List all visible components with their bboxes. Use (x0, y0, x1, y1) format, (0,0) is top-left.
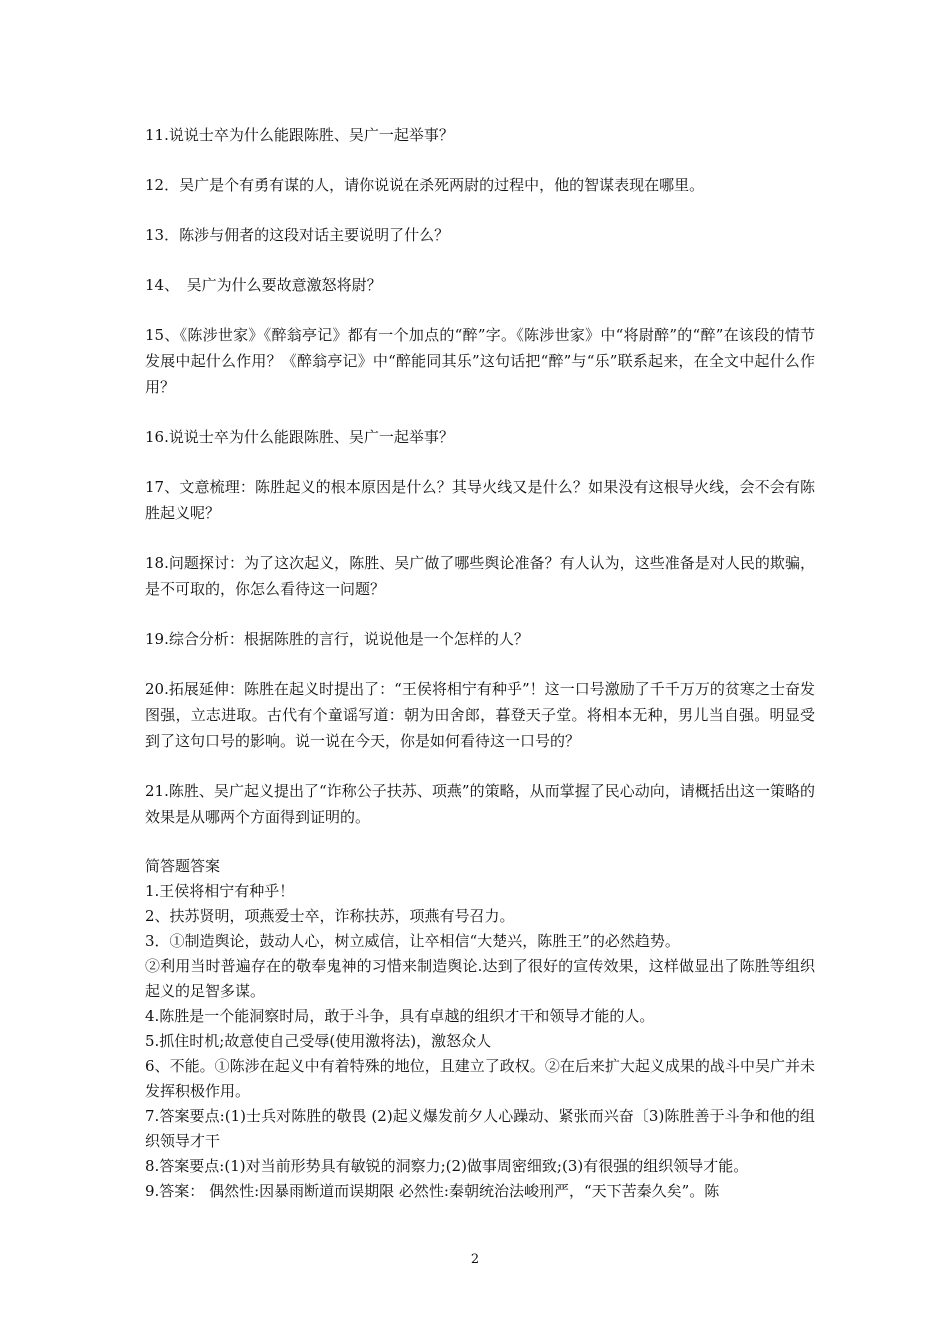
question-13: 13．陈涉与佣者的这段对话主要说明了什么？ (145, 226, 450, 244)
question-21: 21.陈胜、吴广起义提出了“诈称公子扶苏、项燕”的策略，从而掌握了民心动向，请概括出这一策略的效果是从哪两个方面得到证明的。 (145, 782, 815, 826)
answer-7: 7.答案要点:(1)士兵对陈胜的敬畏 (2)起义爆发前夕人心躁动、紧张而兴奋〔3)陈胜善于斗争和他的组织领导才干 (145, 1107, 815, 1150)
answer-2: 2、扶苏贤明，项燕爱士卒，诈称扶苏，项燕有号召力。 (145, 907, 515, 925)
answer-9: 9.答案： 偶然性:因暴雨断道而误期限 必然性:秦朝统治法峻刑严，“天下苦秦久矣”。陈 (145, 1182, 720, 1200)
question-17: 17、文意梳理：陈胜起义的根本原因是什么？其导火线又是什么？如果没有这根导火线，会不会有陈胜起义呢？ (145, 478, 815, 522)
question-15: 15、《陈涉世家》《醉翁亭记》都有一个加点的“醉”字。《陈涉世家》中“将尉醉”的“醉”在该段的情节发展中起什么作用？《醉翁亭记》中“醉能同其乐”这句话把“醉”与“乐”联系起来，在全文中起什么作用？ (145, 326, 815, 396)
question-18: 18.问题探讨：为了这次起义，陈胜、吴广做了哪些舆论准备？有人认为，这些准备是对人民的欺骗，是不可取的，你怎么看待这一问题？ (145, 554, 815, 598)
question-12: 12．吴广是个有勇有谋的人，请你说说在杀死两尉的过程中，他的智谋表现在哪里。 (145, 176, 705, 194)
answer-5: 5.抓住时机;故意使自己受辱(使用激将法)，激怒众人 (145, 1032, 492, 1050)
question-11: 11.说说士卒为什么能跟陈胜、吴广一起举事？ (145, 126, 454, 144)
answer-section (145, 854, 815, 1204)
answer-6: 6、不能。①陈涉在起义中有着特殊的地位，且建立了政权。②在后来扩大起义成果的战斗中吴广并未发挥积极作用。 (145, 1057, 815, 1100)
question-list (145, 122, 815, 830)
answer-4: 4.陈胜是一个能洞察时局，敢于斗争，具有卓越的组织才干和领导才能的人。 (145, 1007, 655, 1025)
answer-3: 3．①制造舆论，鼓动人心，树立威信，让卒相信“大楚兴，陈胜王”的必然趋势。 (145, 932, 680, 950)
question-20: 20.拓展延伸：陈胜在起义时提出了：“王侯将相宁有种乎”！这一口号激励了千千万万的贫寒之士奋发图强，立志进取。古代有个童谣写道：朝为田舍郎，暮登天子堂。将相本无种，男儿当自强。明显受到了这句口号的影响。说一说在今天，你是如何看待这一口号的？ (145, 680, 815, 750)
answer-3-part-2: ②利用当时普遍存在的敬奉鬼神的习惜来制造舆论.达到了很好的宣传效果，这样做显出了陈胜等组织起义的足智多谋。 (145, 957, 815, 1000)
question-14: 14、 吴广为什么要故意激怒将尉？ (145, 276, 382, 294)
question-16: 16.说说士卒为什么能跟陈胜、吴广一起举事？ (145, 428, 454, 446)
answer-section-title: 简答题答案 (145, 857, 221, 875)
document-page (145, 122, 815, 1204)
question-19: 19.综合分析：根据陈胜的言行，说说他是一个怎样的人？ (145, 630, 529, 648)
answer-8: 8.答案要点:(1)对当前形势具有敏锐的洞察力;(2)做事周密细致;(3)有很强的组织领导才能。 (145, 1157, 749, 1175)
answer-1: 1.王侯将相宁有种乎！ (145, 882, 295, 900)
page-number: 2 (470, 1252, 480, 1267)
